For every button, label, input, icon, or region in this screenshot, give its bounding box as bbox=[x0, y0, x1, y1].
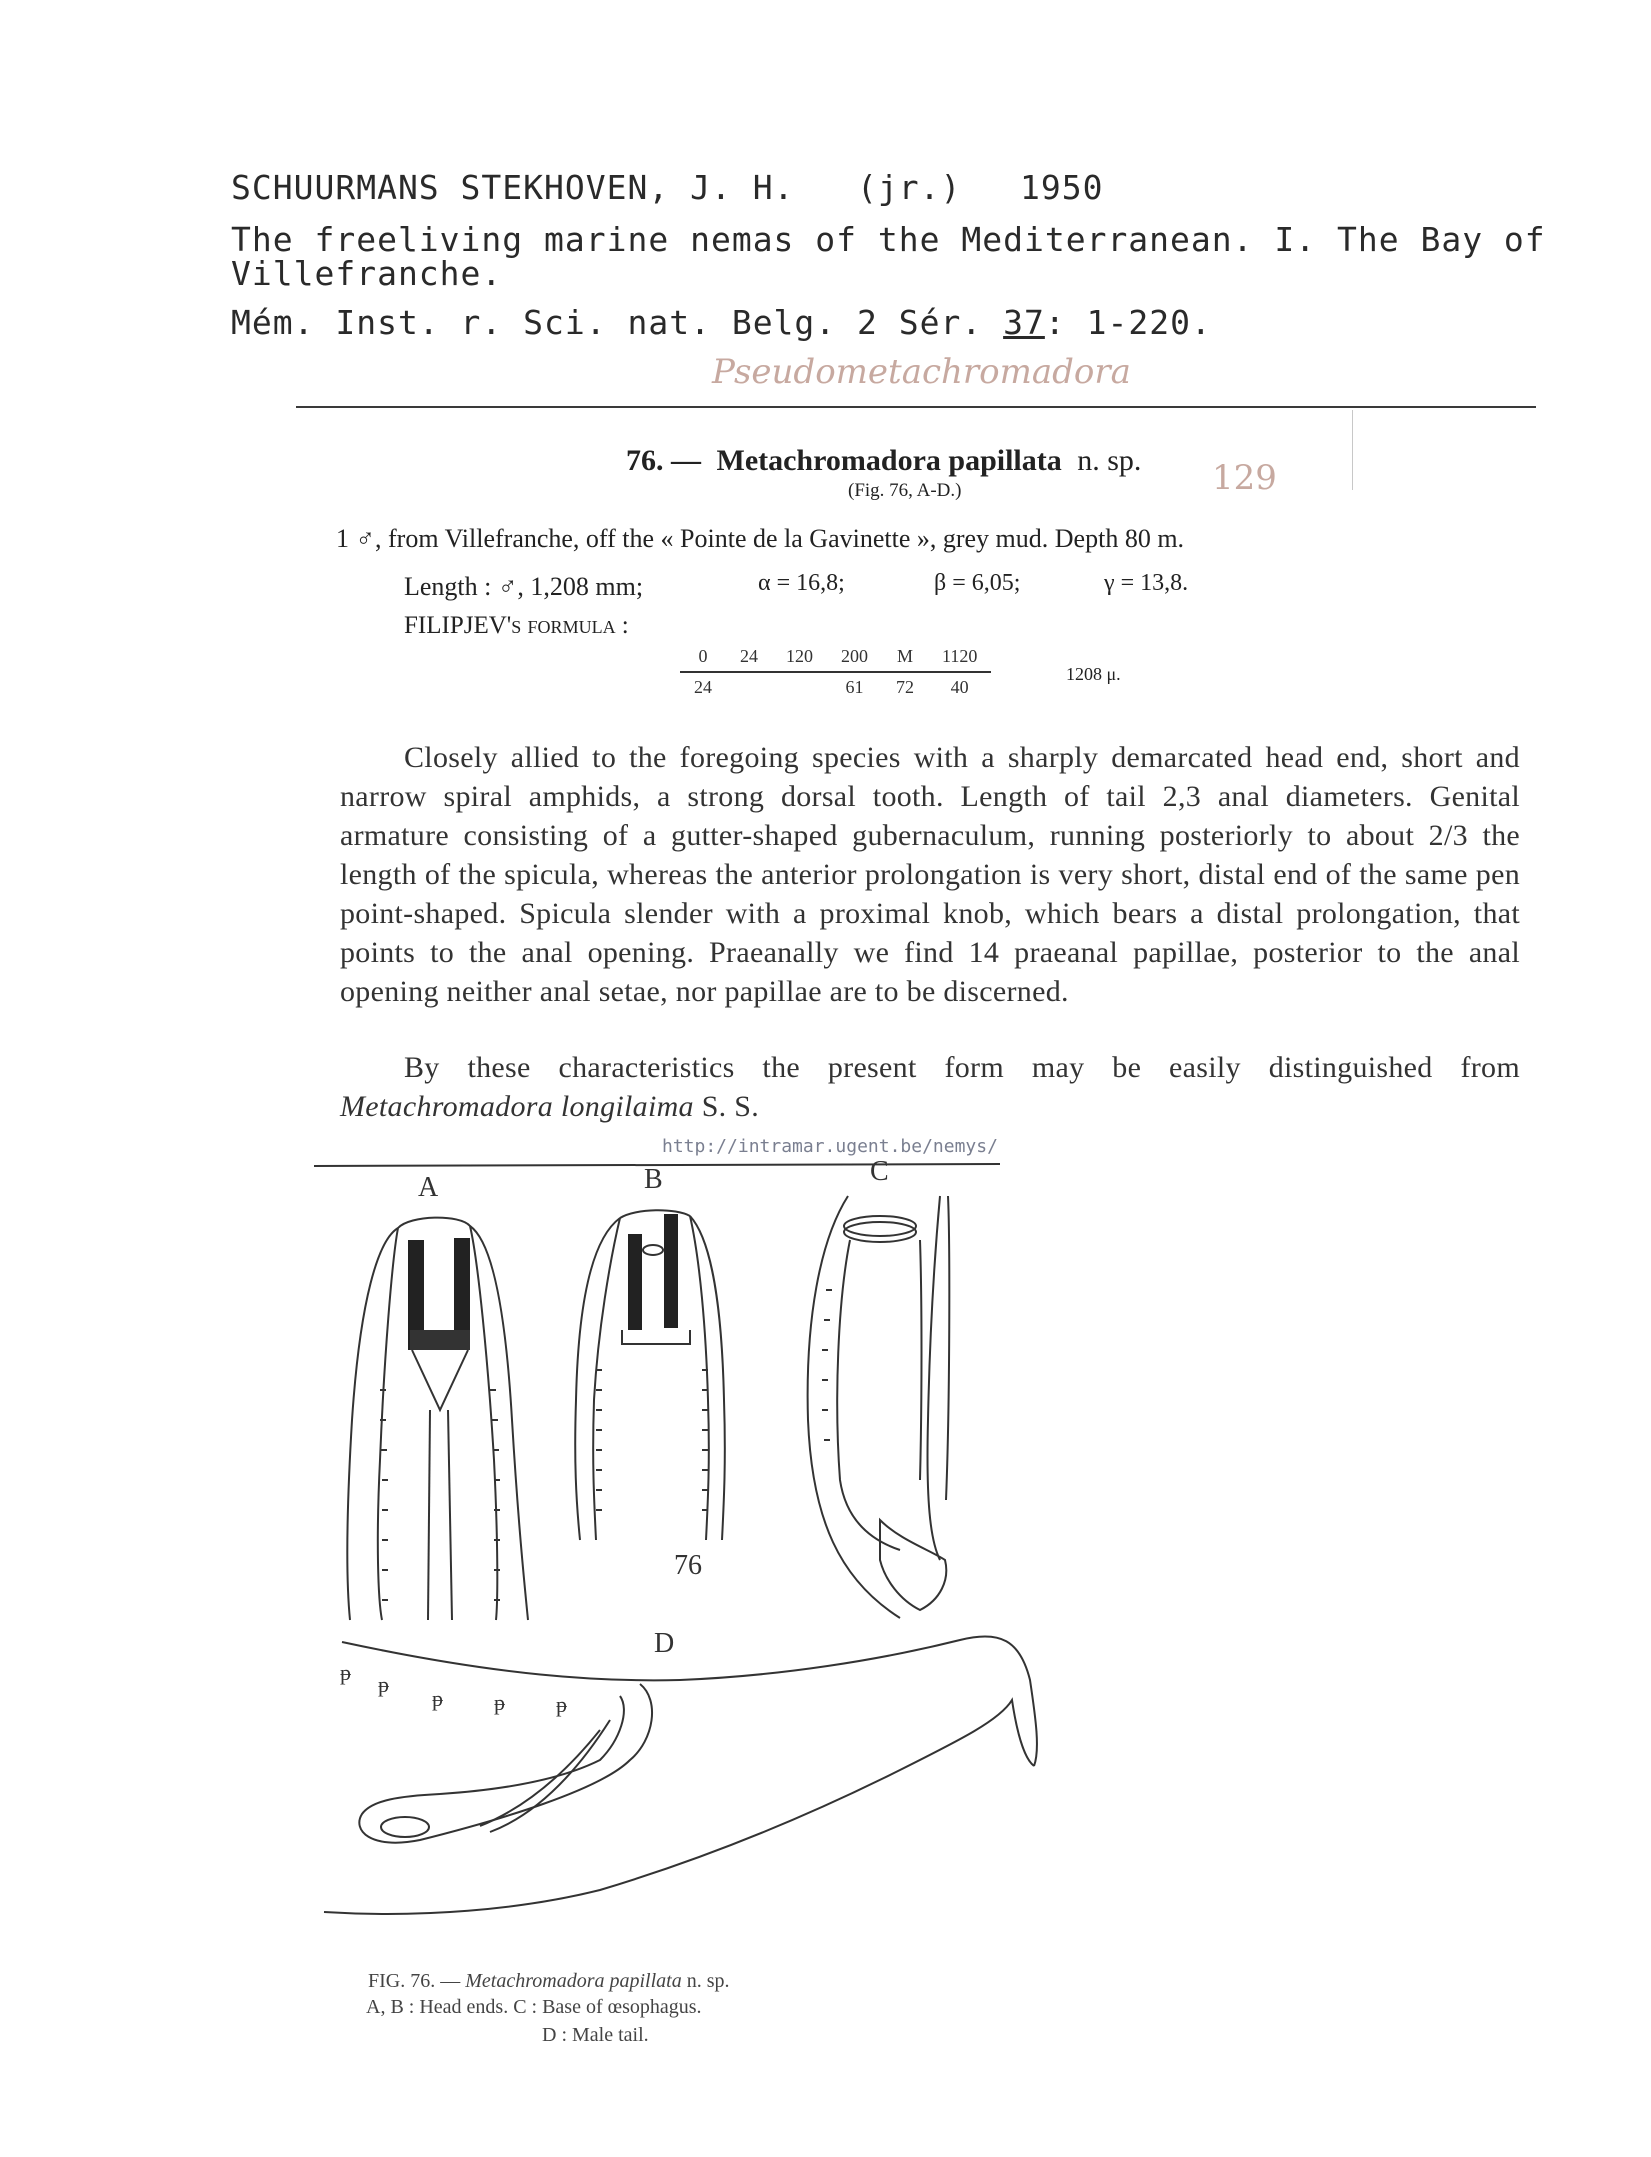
handwritten-genus-note: Pseudometachromadora bbox=[712, 352, 1131, 392]
caption-fig-label: FIG. 76. — bbox=[368, 1970, 461, 1992]
author-suffix: (jr.) bbox=[857, 168, 962, 207]
handwritten-page-number: 129 bbox=[1212, 458, 1277, 498]
svg-text:ᵽ: ᵽ bbox=[556, 1692, 567, 1717]
figure-caption bbox=[368, 1970, 730, 1993]
formula-top-cell: 1120 bbox=[942, 646, 978, 666]
journal-name: Mém. Inst. r. Sci. nat. Belg. 2 Sér. bbox=[231, 303, 1004, 342]
panel-c-oesophagus bbox=[808, 1196, 950, 1618]
gamma-value: γ = 13,8. bbox=[1104, 570, 1189, 596]
caption-nsp: n. sp. bbox=[686, 1970, 730, 1992]
formula-label: FILIPJEV's formula : bbox=[404, 612, 629, 639]
formula-bottom-cell: 61 bbox=[845, 677, 864, 697]
material-line: 1 ♂, from Villefranche, off the « Pointe de la Gavinette », grey mud. Depth 80 m. bbox=[336, 524, 1185, 553]
caption-species: Metachromadora papillata bbox=[465, 1970, 682, 1992]
reference-year: 1950 bbox=[1020, 168, 1104, 207]
svg-text:ᵽ: ᵽ bbox=[494, 1690, 505, 1715]
comparison-text: By these characteristics the present form may be easily distinguished from bbox=[404, 1051, 1520, 1084]
panel-a-head bbox=[347, 1218, 528, 1620]
formula-bottom-cell: 24 bbox=[694, 677, 712, 697]
caption-line-3: D : Male tail. bbox=[542, 2024, 649, 2046]
svg-text:ᵽ: ᵽ bbox=[378, 1672, 389, 1697]
species-name: Metachromadora papillata bbox=[716, 444, 1062, 477]
alpha-value: α = 16,8; bbox=[758, 570, 845, 596]
label-c: C bbox=[870, 1156, 889, 1187]
formula-bottom-cell: 72 bbox=[896, 677, 914, 697]
formula-top-cell: 200 bbox=[841, 646, 868, 666]
formula-total: 1208 μ. bbox=[1066, 664, 1121, 684]
watermark-url: http://intramar.ugent.be/nemys/ bbox=[662, 1136, 998, 1157]
svg-text:ᵽ: ᵽ bbox=[432, 1686, 443, 1711]
formula-bottom-cell: 40 bbox=[950, 677, 969, 697]
reference-title-line2: Villefranche. bbox=[231, 254, 503, 293]
species-suffix: n. sp. bbox=[1077, 444, 1142, 477]
formula-top-cell: 0 bbox=[698, 646, 708, 666]
label-d: D bbox=[654, 1628, 675, 1659]
formula-top-cell: 24 bbox=[740, 646, 758, 666]
reference-title-line1: The freeliving marine nemas of the Mediterranean. I. The Bay of bbox=[231, 220, 1546, 259]
description-paragraph: Closely allied to the foregoing species with a sharply demarcated head end, short and narrow spiral amphids, a strong dorsal tooth. Length of tail 2,3 anal diameters. Genital armature consisting of a gutter-shaped gubernaculum, running posteriorly to about 2/3 the length of the spicula, whereas the anterior prolongation is very short, distal end of the same pen point-shaped. Spicula slender with a proximal knob, which bears a distal prolongation, that points to the anal opening. Praeanally we find 14 praeanal papillae, posterior to the anal opening neither anal setae, nor papillae are to be discerned. bbox=[340, 741, 1520, 1008]
label-b: B bbox=[644, 1164, 663, 1195]
formula-top-cell: 120 bbox=[786, 646, 813, 666]
svg-text:ᵽ: ᵽ bbox=[340, 1660, 351, 1685]
formula-top-cell: M bbox=[896, 646, 913, 666]
figure-reference: (Fig. 76, A-D.) bbox=[848, 480, 962, 501]
journal-volume: 37 bbox=[1003, 303, 1045, 342]
caption-line-2: A, B : Head ends. C : Base of œsophagus. bbox=[366, 1996, 702, 2018]
label-a: A bbox=[418, 1172, 439, 1203]
journal-pages: : 1-220. bbox=[1044, 303, 1212, 342]
compared-species-author: S. S. bbox=[701, 1090, 760, 1123]
panel-b-head bbox=[575, 1210, 725, 1540]
length-measurement: Length : ♂, 1,208 mm; bbox=[404, 572, 644, 601]
author-name: SCHUURMANS STEKHOVEN, J. H. bbox=[231, 168, 795, 207]
panel-d-male-tail bbox=[324, 1636, 1037, 1914]
species-number: 76. — bbox=[626, 444, 701, 477]
beta-value: β = 6,05; bbox=[934, 570, 1021, 596]
compared-species-name: Metachromadora longilaima bbox=[340, 1090, 694, 1123]
figure-number: 76 bbox=[674, 1550, 702, 1581]
